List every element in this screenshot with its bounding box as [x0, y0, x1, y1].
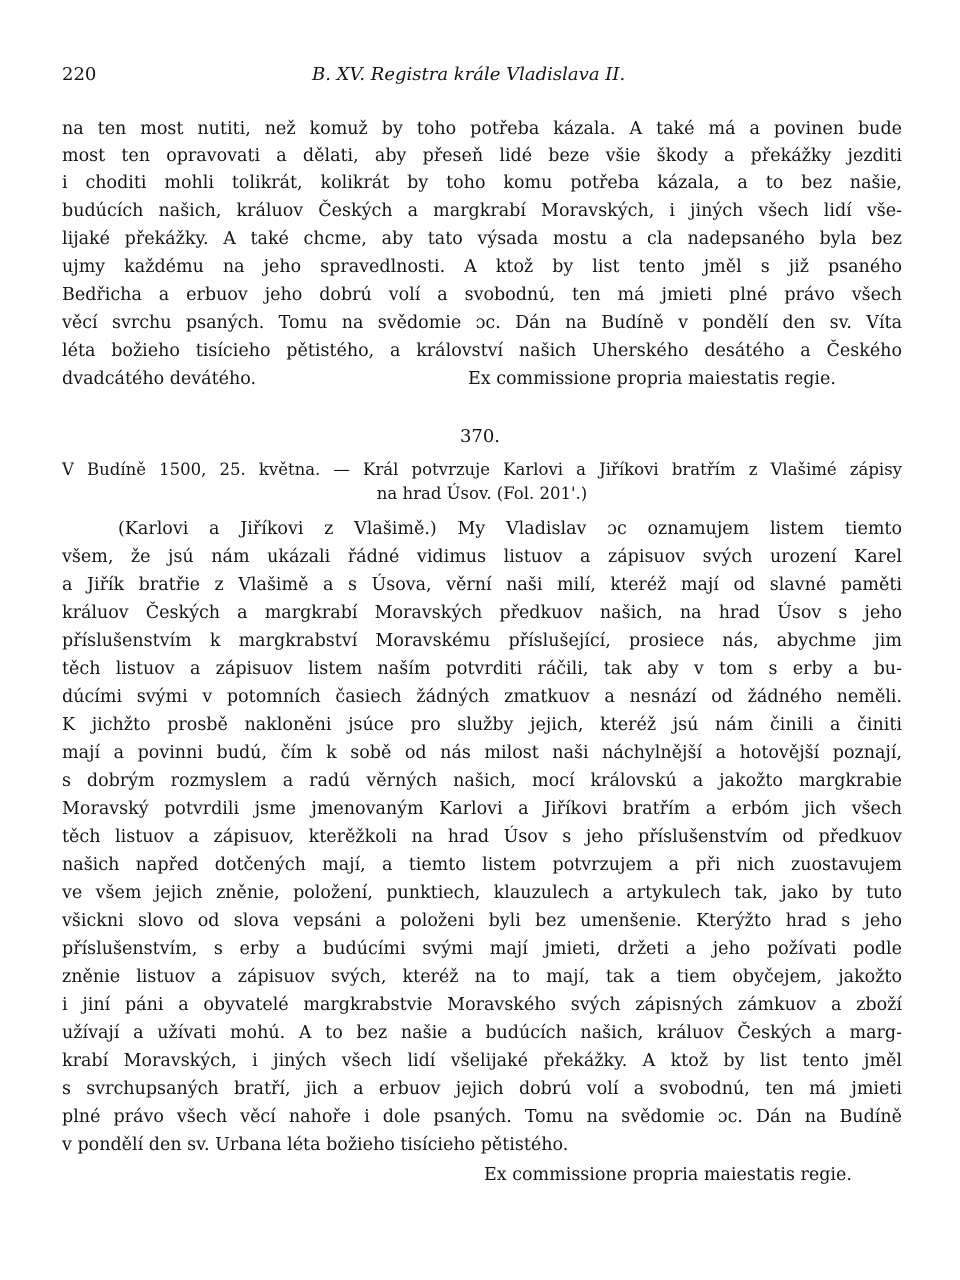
text-line: těch listuov a zápisuov, kterěžkoli na hrad Úsov s jeho příslušenstvím od předkuov	[62, 827, 902, 847]
running-head	[62, 64, 888, 92]
text-line: dúcími svými v potomních časiech žádných zmatkuov a nesnází od žádného neměli.	[62, 687, 902, 707]
text-line: užívají a užívati mohú. A to bez našie a budúcích našich, králuov Českých a marg-	[62, 1023, 902, 1043]
text-line: příslušenstvím k margkrabství Moravskému příslušející, prosiece nás, abychme jim	[62, 631, 902, 651]
text-line: věcí svrchu psaných. Tomu na svědomie ɔc. Dán na Budíně v pondělí den sv. Víta	[62, 313, 902, 333]
text-line: most ten opravovati a dělati, aby přeseň lidé beze všie škody a překážky jezditi	[62, 146, 902, 166]
text-line: lijaké překážky. A také chcme, aby tato výsada mostu a cla nadepsaného byla bez	[62, 229, 902, 249]
running-title: B. XV. Registra krále Vladislava II.	[312, 64, 626, 85]
text-line: v pondělí den sv. Urbana léta božieho tisícieho pětistého.	[62, 1135, 569, 1155]
text-line: s dobrým rozmyslem a radú věrných našich, mocí královskú a jakožto margkrabie	[62, 771, 902, 791]
text-line: (Karlovi a Jiříkovi z Vlašimě.) My Vladislav ɔc oznamujem listem tiemto	[118, 519, 902, 539]
text-line: budúcích našich, králuov Českých a margkrabí Moravských, i jiných všech lidí vše-	[62, 201, 902, 221]
text-line: těch listuov a zápisuov listem naším potvrditi ráčili, tak aby v tom s erby a bu-	[62, 659, 902, 679]
text-line: králuov Českých a margkrabí Moravských předkuov našich, na hrad Úsov s jeho	[62, 603, 902, 623]
text-line: plné právo všech věcí nahoře i dole psaných. Tomu na svědomie ɔc. Dán na Budíně	[62, 1107, 902, 1127]
text-line: léta božieho tisícieho pětistého, a království našich Uherského desátého a Českého	[62, 341, 902, 361]
closing-formula: Ex commissione propria maiestatis regie.	[468, 369, 836, 389]
regest-line: V Budíně 1500, 25. května. — Král potvrzuje Karlovi a Jiříkovi bratřím z Vlašimé zápisy	[62, 460, 902, 479]
text-line: zněnie listuov a zápisuov svých, kteréž na to mají, tak a tiem obyčejem, jakožto	[62, 967, 902, 987]
text-line: všickni slovo od slova vepsáni a položeni byli bez umenšenie. Kterýžto hrad s jeho	[62, 911, 902, 931]
text-line: a Jiřík bratřie z Vlašimě a s Úsova, věrní naši milí, kteréž mají od slavné paměti	[62, 575, 902, 595]
text-line: krabí Moravských, i jiných všech lidí všelijaké překážky. A ktož by list tento jměl	[62, 1051, 902, 1071]
page-number: 220	[62, 64, 97, 85]
document-number: 370.	[459, 426, 501, 447]
text-line: ve všem jejich zněnie, položení, punktiech, klauzulech a artykulech tak, jako by tuto	[62, 883, 902, 903]
text-line: ujmy každému na jeho spravedlnosti. A ktož by list tento jměl s již psaného	[62, 257, 902, 277]
text-line: mají a povinni budú, čím k sobě od nás milost naši náchylnější a hotovější poznají,	[62, 743, 902, 763]
text-line: dvadcátého devátého.	[62, 369, 257, 389]
text-line: Moravský potvrdili jsme jmenovaným Karlovi a Jiříkovi bratřím a erbóm jich všech	[62, 799, 902, 819]
text-line: K jichžto prosbě nakloněni jsúce pro služby jejich, kteréž jsú nám činili a činiti	[62, 715, 902, 735]
text-line: Bedřicha a erbuov jeho dobrú volí a svobodnú, ten má jmieti plné právo všech	[62, 285, 902, 305]
regest-line: na hrad Úsov. (Fol. 201'.)	[376, 484, 588, 503]
text-line: příslušenstvím, s erby a budúcími svými mají jmieti, držeti a jeho požívati podle	[62, 939, 902, 959]
text-line: všem, že jsú nám ukázali řádné vidimus listuov a zápisuov svých urození Karel	[62, 547, 902, 567]
closing-formula: Ex commissione propria maiestatis regie.	[484, 1165, 852, 1185]
text-line: s svrchupsaných bratří, jich a erbuov jejich dobrú volí a svobodnú, ten má jmieti	[62, 1079, 902, 1099]
text-line: našich napřed dotčených mají, a tiemto listem potvrzujem a při nich zuostavujem	[62, 855, 902, 875]
text-line: i choditi mohli tolikrát, kolikrát by toho komu potřeba kázala, a to bez našie,	[62, 173, 902, 193]
text-line: na ten most nutiti, než komuž by toho potřeba kázala. A také má a povinen bude	[62, 119, 902, 139]
text-line: i jiní páni a obyvatelé margkrabstvie Moravského svých zápisných zámkuov a zboží	[62, 995, 902, 1015]
